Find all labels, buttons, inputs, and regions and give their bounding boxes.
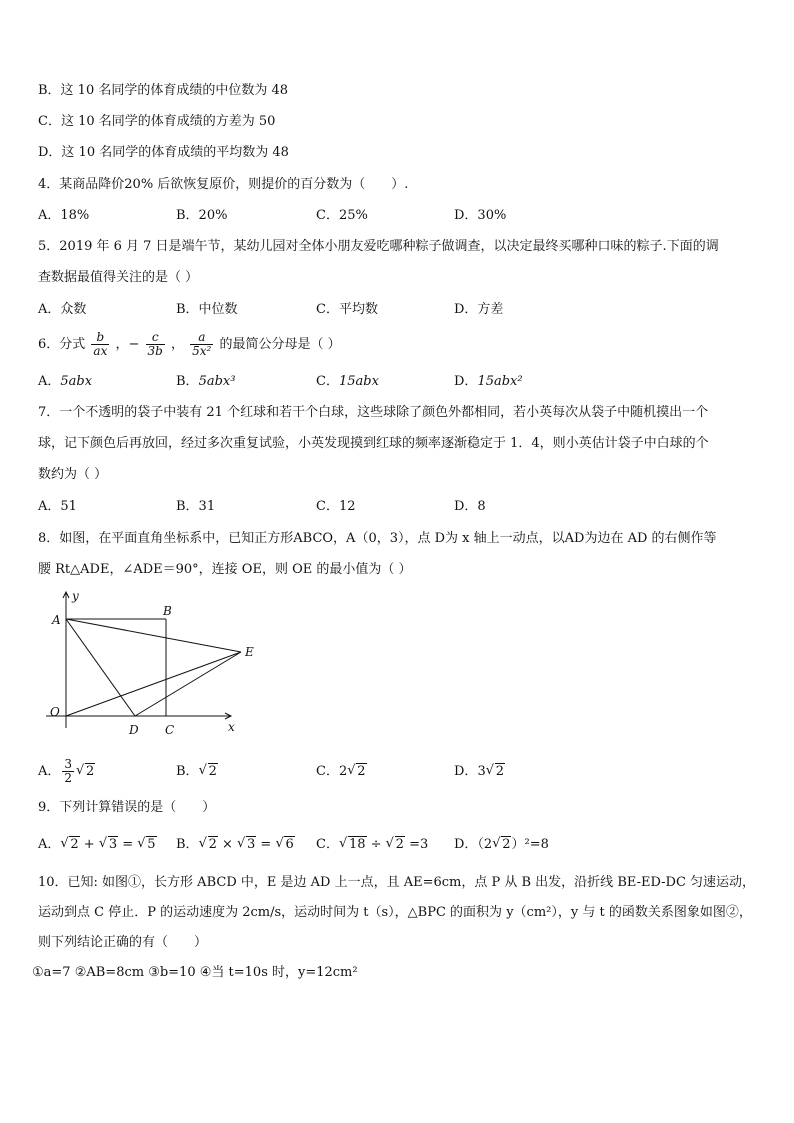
label-d: D	[129, 723, 139, 737]
q9-option-b-radical-2	[237, 835, 256, 855]
q6-option-b-value: 5abx³	[198, 374, 236, 389]
q8-options	[38, 752, 758, 792]
q9-option-c-equals: =3	[404, 837, 429, 852]
q8-option-a-label: A．	[38, 764, 61, 779]
q8-option-a-denominator: 2	[64, 771, 73, 785]
q9-option-c-radical-2	[386, 835, 405, 855]
q6-option-a-value: 5abx	[60, 374, 93, 389]
q5-option-d: D．方差	[454, 302, 504, 317]
q8-option-a-radical	[76, 752, 95, 792]
q8-stem-line1: 8．如图，在平面直角坐标系中，已知正方形ABCO，A（0，3），点 D为 x 轴上一动点，以AD为边在 AD 的右侧作等	[38, 531, 717, 546]
q9-option-a-label: A．	[38, 837, 61, 852]
q9-option-d	[454, 835, 549, 855]
q6-option-d	[454, 372, 523, 392]
q8-figure	[38, 588, 254, 743]
q7-option-b: B．31	[176, 499, 216, 514]
q4-stem: 4．某商品降价20% 后欲恢复原价，则提价的百分数为（ ）.	[38, 177, 409, 192]
q6-separator-1: ，−	[115, 337, 140, 352]
q9-option-d-radical	[492, 835, 511, 855]
q6-fraction-2	[146, 331, 165, 358]
q6-option-d-label: D．	[454, 374, 478, 389]
q5-option-a: A．众数	[38, 302, 87, 317]
label-b: B	[163, 604, 172, 618]
q6-suffix: 的最简公分母是（ ）	[219, 337, 341, 352]
q6-option-d-value: 15abx²	[477, 374, 523, 389]
q6-fraction-3	[190, 331, 213, 358]
q8-option-b-radical	[199, 752, 218, 792]
q5-stem-line2: 查数据最值得关注的是（ ）	[38, 270, 199, 285]
q4-option-b: B．20%	[176, 208, 228, 223]
q5-option-b: B．中位数	[176, 302, 238, 317]
q9-option-c	[316, 835, 428, 855]
q9-option-b-radicand-1: 2	[208, 837, 217, 852]
q8-option-c-coefficient: 2	[338, 764, 348, 779]
q8-option-c-radicand: 2	[357, 764, 366, 779]
q9-option-c-operator: ÷	[366, 837, 386, 852]
q8-option-b-label: B．	[176, 764, 199, 779]
q6-f2-denominator: 3b	[147, 344, 163, 358]
q8-option-c-radical	[347, 752, 366, 792]
q9-option-c-label: C．	[316, 837, 339, 852]
q6-separator-2: ，	[171, 337, 185, 352]
q9-option-d-tail: ）²=8	[511, 837, 549, 852]
q9-option-d-label: D．（2	[454, 837, 493, 852]
q9-option-a-equals: =	[118, 837, 138, 852]
label-e: E	[245, 645, 254, 659]
q10-statements: ①a=7 ②AB=8cm ③b=10 ④当 t=10s 时，y=12cm²	[32, 965, 358, 980]
q7-stem-line2: 球，记下颜色后再放回，经过多次重复试验，小英发现摸到红球的频率逐渐稳定于 1．4，则小英估计袋子中白球的个	[38, 436, 709, 451]
q6-option-b-label: B．	[176, 374, 199, 389]
q10-stem-line1: 10．已知: 如图①，长方形 ABCD 中，E 是边 AD 上一点，且 AE=6cm，点 P 从 B 出发，沿折线 BE-ED-DC 匀速运动，	[38, 875, 756, 890]
q6-f3-denominator: 5x²	[192, 344, 212, 358]
q6-f3-numerator: a	[190, 331, 213, 345]
q9-option-a-radical-3	[137, 835, 156, 855]
q6-option-c	[316, 372, 379, 392]
q9-option-a	[38, 835, 157, 855]
q9-option-c-radical-1	[339, 835, 367, 855]
q8-option-b-radicand: 2	[208, 764, 217, 779]
q8-option-a-fraction	[62, 758, 74, 785]
q9-option-a-radicand-1: 2	[70, 837, 79, 852]
q9-option-a-radical-2	[99, 835, 118, 855]
q7-stem-line3: 数约为（ ）	[38, 467, 108, 482]
q6-prefix: 6．分式	[38, 337, 86, 352]
q7-option-d: D．8	[454, 499, 486, 514]
q6-option-a-label: A．	[38, 374, 61, 389]
q9-option-b-equals: =	[256, 837, 276, 852]
q9-option-a-operator: +	[79, 837, 99, 852]
label-x: x	[228, 720, 235, 734]
q9-option-a-radical-1	[60, 835, 79, 855]
q6-stem	[38, 328, 341, 362]
q5-option-c: C．平均数	[316, 302, 378, 317]
q9-stem: 9．下列计算错误的是（ ）	[38, 800, 216, 815]
label-o: O	[50, 705, 60, 719]
q4-option-d: D．30%	[454, 208, 507, 223]
q9-option-b	[176, 835, 295, 855]
q6-f1-numerator: b	[91, 331, 109, 345]
q8-option-a-radicand: 2	[86, 764, 95, 779]
q9-option-b-label: B．	[176, 837, 199, 852]
label-y: y	[72, 589, 79, 603]
q3-option-b: B．这 10 名同学的体育成绩的中位数为 48	[38, 83, 289, 98]
q8-option-a-numerator: 3	[64, 757, 73, 771]
label-c: C	[165, 723, 175, 737]
q6-f1-denominator: ax	[93, 344, 108, 358]
q6-option-b	[176, 372, 235, 392]
q8-option-d-coefficient: 3	[477, 764, 486, 779]
q8-option-b	[176, 752, 218, 792]
q5-stem-line1: 5．2019 年 6 月 7 日是端午节，某幼儿园对全体小朋友爱吃哪种粽子做调查，以决定最终买哪种口味的粽子.下面的调	[38, 239, 719, 254]
q7-option-a: A．51	[38, 499, 77, 514]
q4-option-a: A．18%	[38, 208, 90, 223]
q8-option-a	[38, 752, 95, 792]
label-a: A	[52, 613, 61, 627]
q6-f2-numerator: c	[146, 331, 165, 345]
q8-option-d-radicand: 2	[495, 764, 504, 779]
q8-option-c-label: C．	[316, 764, 339, 779]
q6-option-c-label: C．	[316, 374, 339, 389]
q10-stem-line3: 则下列结论正确的有（ ）	[38, 935, 208, 950]
q9-option-c-radicand-1: 18	[348, 837, 366, 852]
q6-fraction-1	[91, 331, 109, 358]
q4-option-c: C．25%	[316, 208, 368, 223]
q3-option-c: C．这 10 名同学的体育成绩的方差为 50	[38, 114, 276, 129]
q8-option-d-label: D．	[454, 764, 478, 779]
q9-option-b-radicand-3: 6	[285, 837, 294, 852]
q9-option-a-radicand-3: 5	[147, 837, 156, 852]
q9-option-b-operator: ×	[217, 837, 238, 852]
q6-option-c-value: 15abx	[338, 374, 379, 389]
q9-option-b-radical-3	[275, 835, 294, 855]
q6-option-a	[38, 372, 92, 392]
q8-option-c	[316, 752, 367, 792]
q7-option-c: C．12	[316, 499, 356, 514]
q9-option-d-radicand: 2	[502, 837, 511, 852]
q9-option-c-radicand-2: 2	[395, 837, 404, 852]
segment-ad	[66, 619, 135, 716]
q3-option-d: D．这 10 名同学的体育成绩的平均数为 48	[38, 145, 289, 160]
q8-option-d	[454, 752, 505, 792]
q9-option-b-radical-1	[199, 835, 218, 855]
q7-stem-line1: 7．一个不透明的袋子中装有 21 个红球和若干个白球，这些球除了颜色外都相同，若小英每次从袋子中随机摸出一个	[38, 405, 709, 420]
segment-de	[135, 652, 241, 716]
q10-stem-line2: 运动到点 C 停止．P 的运动速度为 2cm/s，运动时间为 t（s），△BPC 的面积为 y（cm²），y 与 t 的函数关系图象如图②，	[38, 905, 752, 920]
segment-ae	[66, 619, 241, 652]
q9-option-b-radicand-2: 3	[247, 837, 256, 852]
segment-oe	[66, 652, 241, 716]
q9-option-a-radicand-2: 3	[108, 837, 118, 852]
q8-stem-line2: 腰 Rt△ADE，∠ADE＝90°，连接 OE，则 OE 的最小值为（ ）	[38, 562, 412, 577]
q8-option-d-radical	[486, 752, 505, 792]
